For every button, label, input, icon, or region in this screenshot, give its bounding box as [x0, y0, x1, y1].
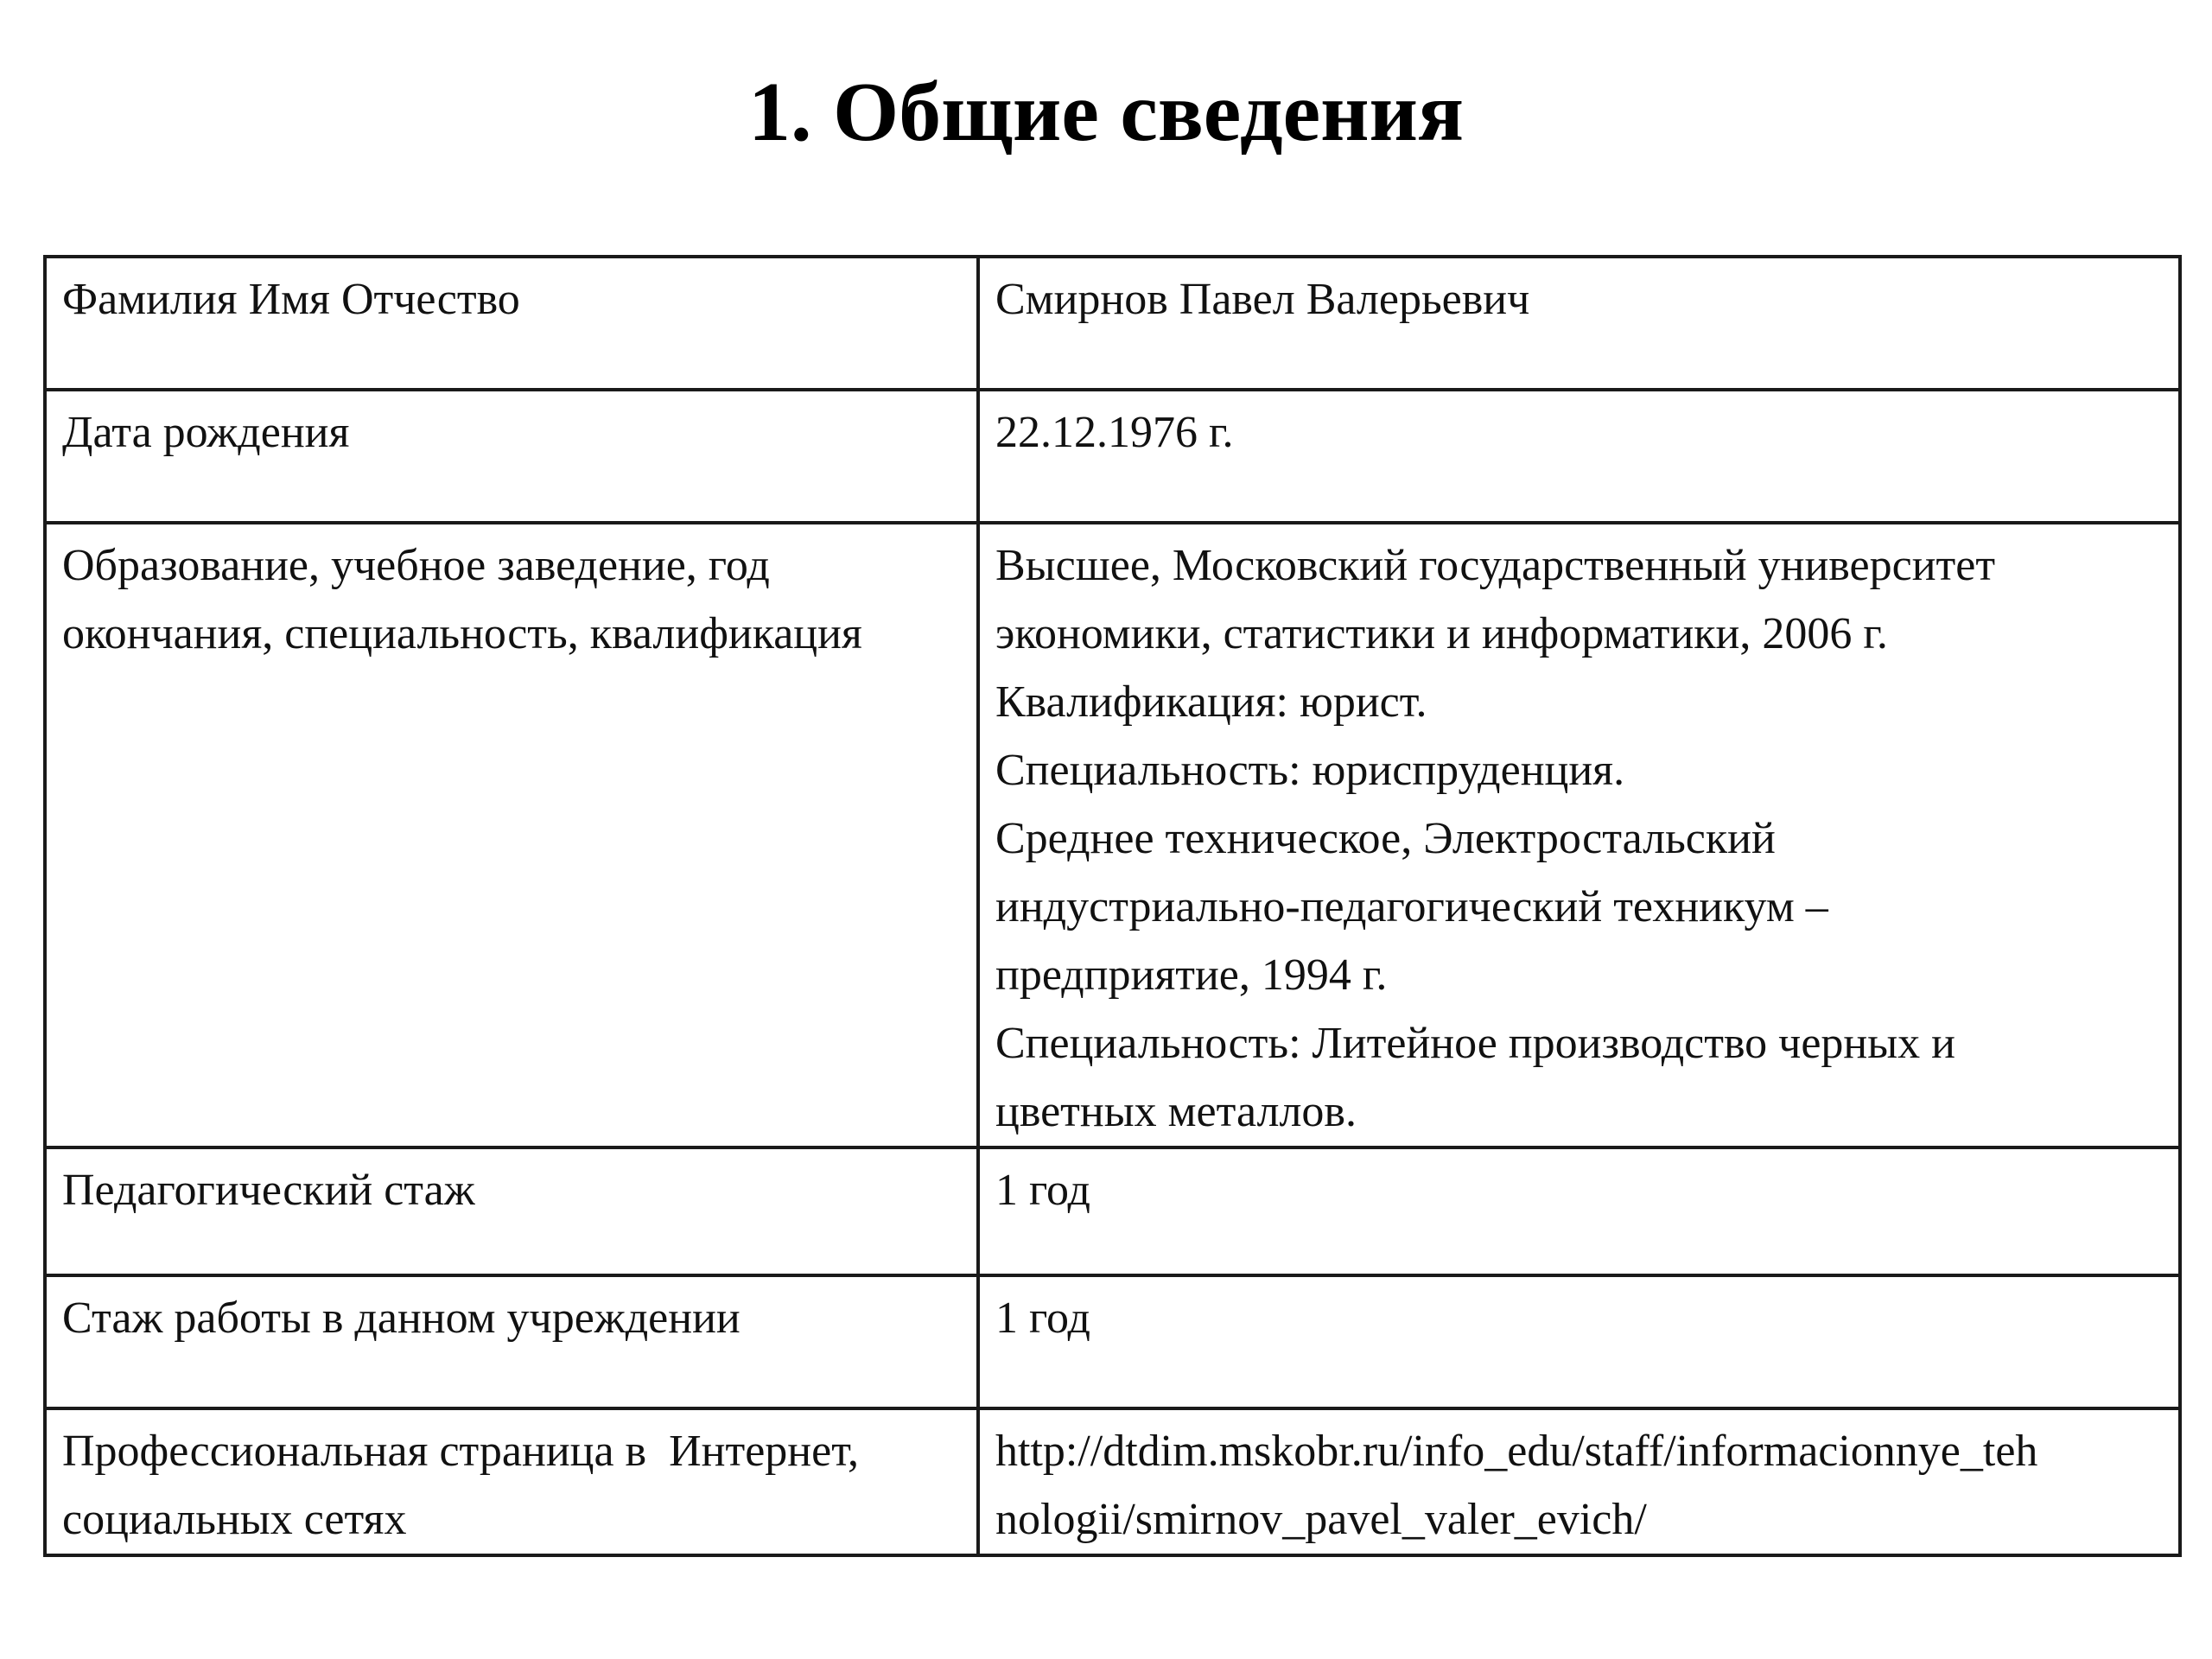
label-cell-full-name — [45, 257, 978, 390]
table-row-teaching-experience — [45, 1147, 2180, 1275]
label-cell-teaching-experience — [45, 1147, 978, 1275]
label-professional-page-line-2: социальных сетях — [62, 1495, 407, 1544]
table-row-institution-experience — [45, 1275, 2180, 1408]
label-cell-birth-date — [45, 390, 978, 523]
value-education-line-2: экономики, статистики и информатики, 2006 г. — [995, 609, 1888, 658]
label-cell-education — [45, 523, 978, 1147]
label-full-name: Фамилия Имя Отчество — [62, 275, 520, 324]
value-cell-full-name — [978, 257, 2180, 390]
page-title: 1. Общие сведения — [747, 66, 1465, 159]
value-cell-professional-page — [978, 1408, 2180, 1555]
value-full-name: Смирнов Павел Валерьевич — [995, 275, 1530, 324]
value-teaching-experience: 1 год — [995, 1166, 1090, 1215]
value-education-line-1: Высшее, Московский государственный университет — [995, 541, 1996, 590]
value-cell-education — [978, 523, 2180, 1147]
label-institution-experience: Стаж работы в данном учреждении — [62, 1294, 741, 1343]
value-education-line-9: цветных металлов. — [995, 1087, 1357, 1136]
value-education-line-3: Квалификация: юрист. — [995, 677, 1427, 727]
table-row-education — [45, 523, 2180, 1147]
value-cell-institution-experience — [978, 1275, 2180, 1408]
value-cell-birth-date — [978, 390, 2180, 523]
value-institution-experience: 1 год — [995, 1294, 1090, 1343]
label-cell-institution-experience — [45, 1275, 978, 1408]
value-birth-date: 22.12.1976 г. — [995, 408, 1234, 457]
value-education-line-4: Специальность: юриспруденция. — [995, 746, 1625, 795]
table-row-birth-date — [45, 390, 2180, 523]
label-birth-date: Дата рождения — [62, 408, 350, 457]
general-info-table — [43, 255, 2182, 1557]
professional-page-link-part-2[interactable]: nologii/smirnov_pavel_valer_evich/ — [995, 1495, 1647, 1544]
label-teaching-experience: Педагогический стаж — [62, 1166, 475, 1215]
label-education-line-1: Образование, учебное заведение, год — [62, 541, 770, 590]
value-education-line-7: предприятие, 1994 г. — [995, 950, 1388, 1000]
table-row-professional-page — [45, 1408, 2180, 1555]
value-cell-teaching-experience — [978, 1147, 2180, 1275]
professional-page-link-part-1[interactable]: http://dtdim.mskobr.ru/info_edu/staff/informacionnye_teh — [995, 1427, 2038, 1476]
value-education-line-8: Специальность: Литейное производство черных и — [995, 1019, 1955, 1068]
label-professional-page-line-1: Профессиональная страница в Интернет, — [62, 1427, 860, 1476]
label-cell-professional-page — [45, 1408, 978, 1555]
table-row-full-name — [45, 257, 2180, 390]
value-education-line-5: Среднее техническое, Электростальский — [995, 814, 1776, 863]
label-education-line-2: окончания, специальность, квалификация — [62, 609, 862, 658]
value-education-line-6: индустриально-педагогический техникум – — [995, 882, 1828, 931]
